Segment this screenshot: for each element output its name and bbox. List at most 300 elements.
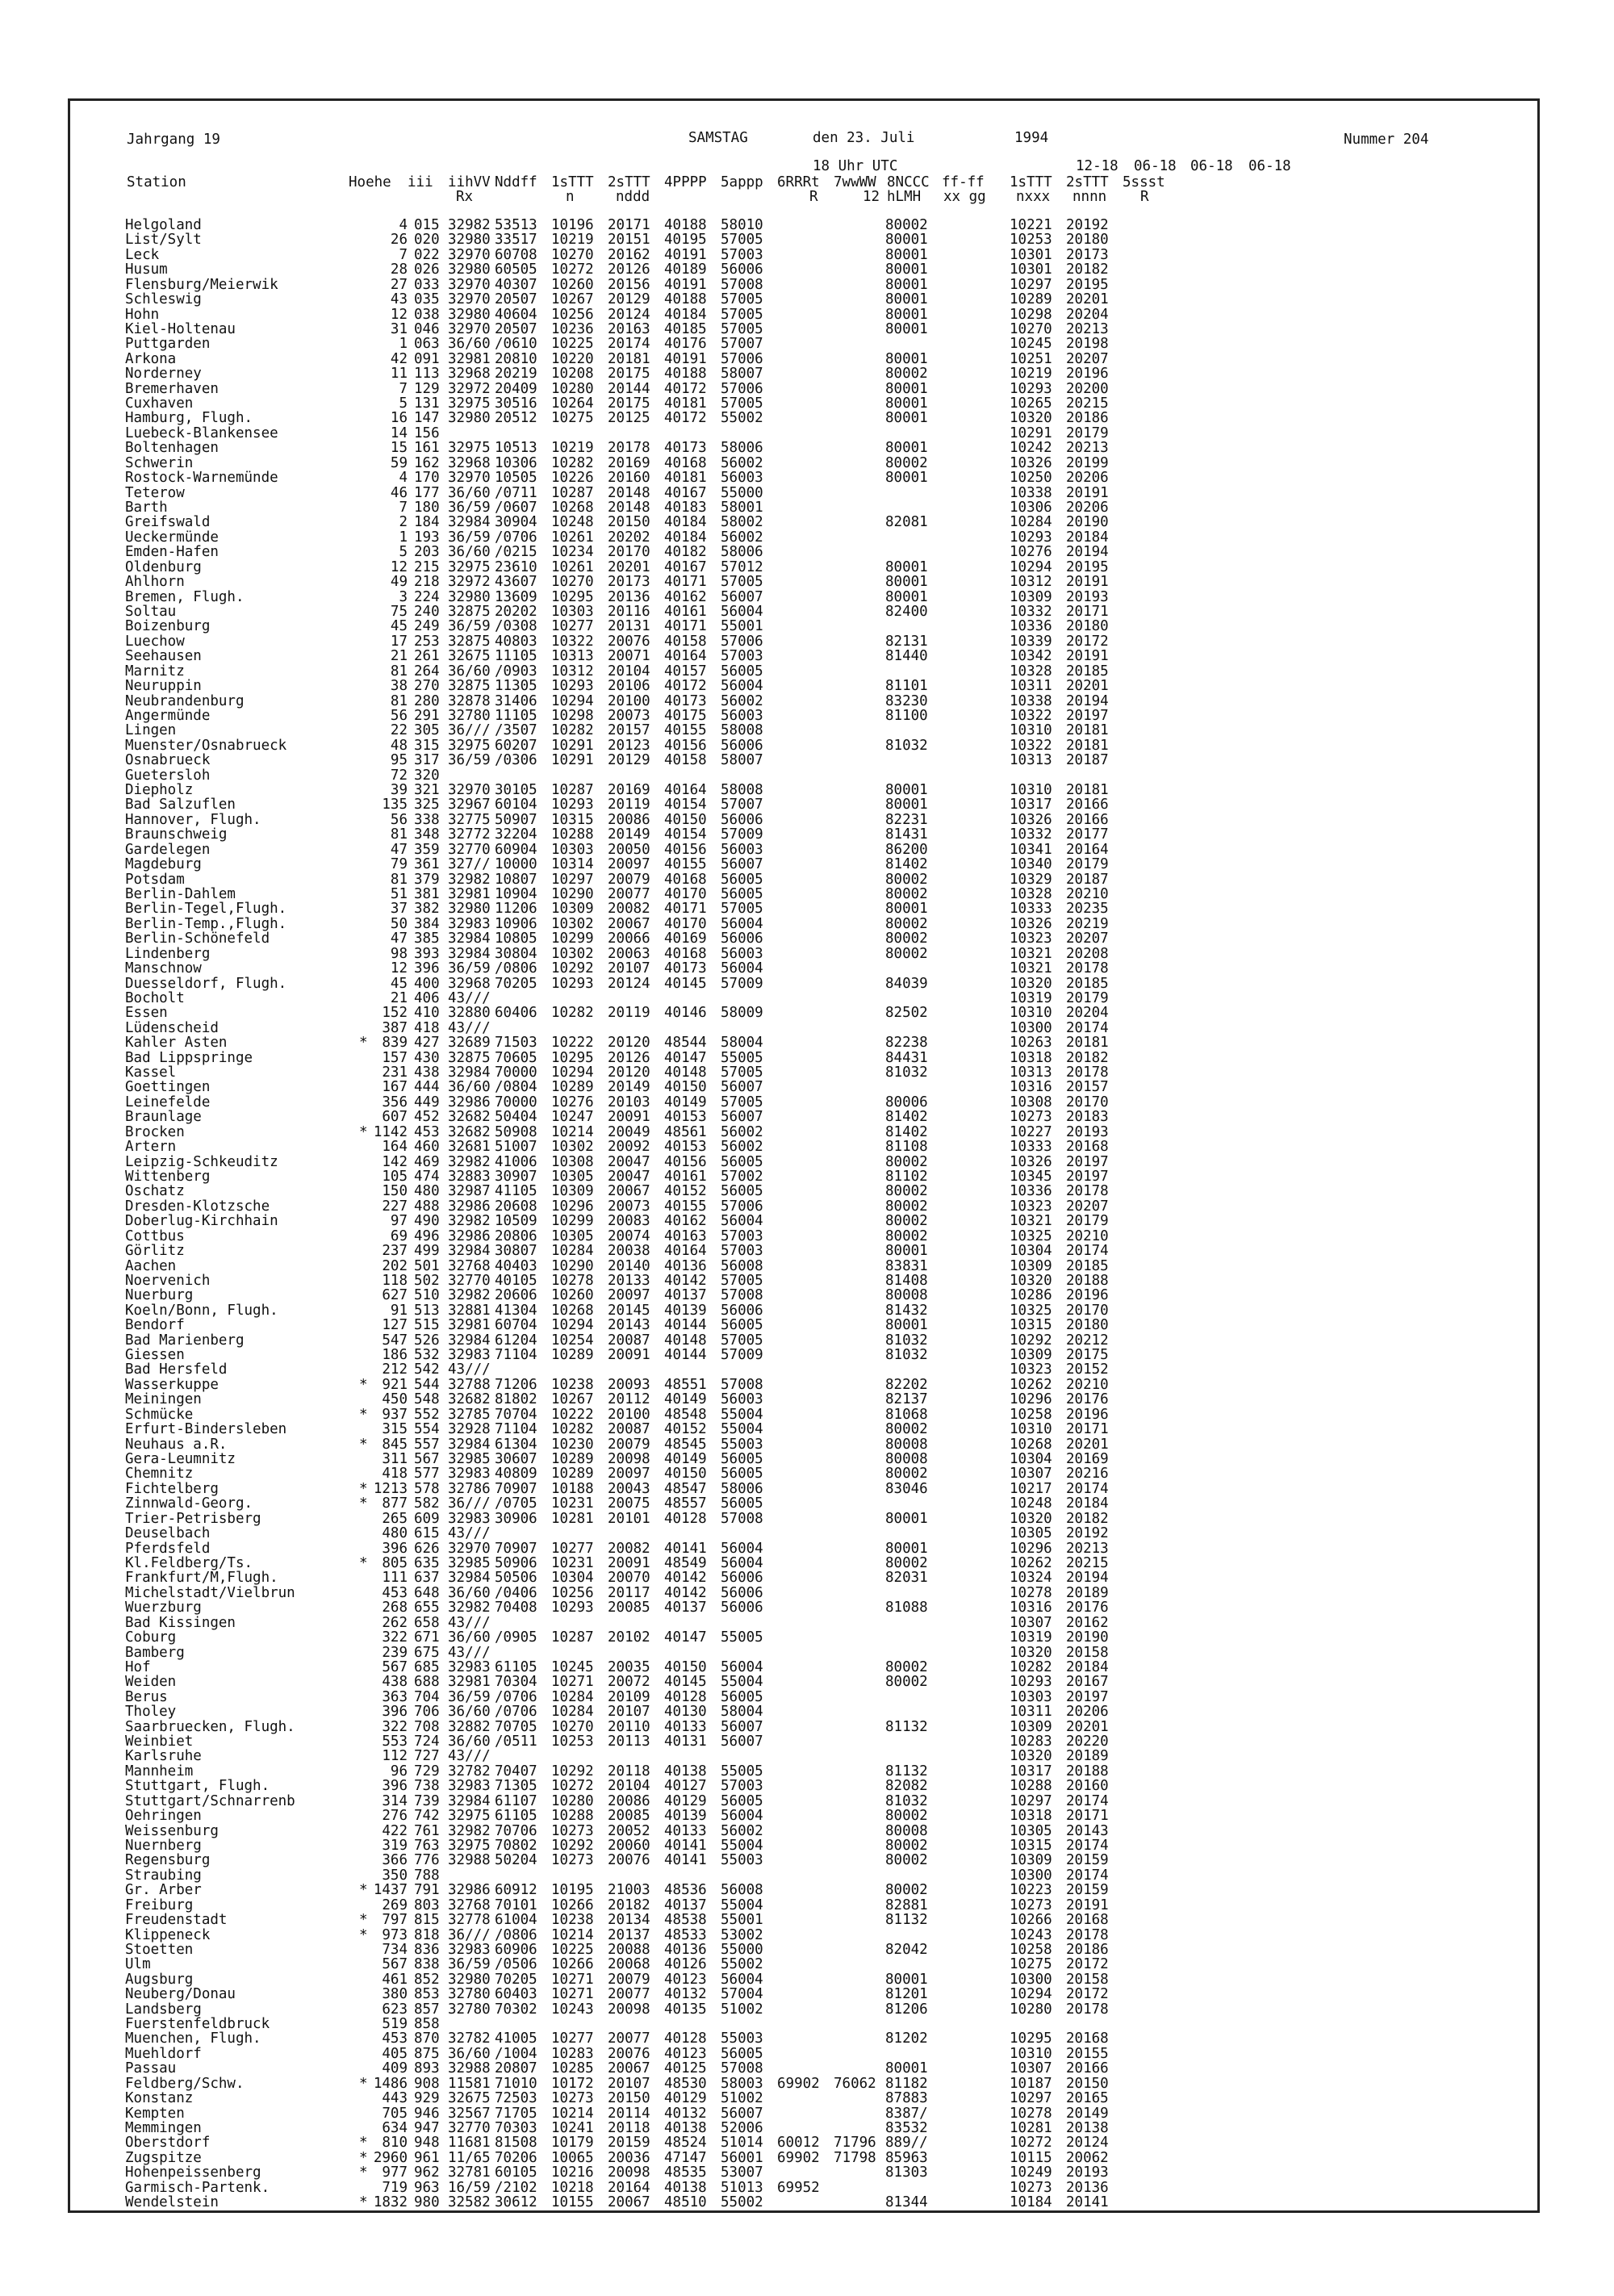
group-ihvv: 11581	[448, 2075, 491, 2092]
station-id: 427	[414, 1035, 440, 1052]
station-name: Hohenpeissenberg	[125, 2164, 261, 2181]
group-nddff: 70302	[495, 2001, 537, 2018]
group-ihvv: 32980	[448, 261, 491, 278]
group-5appp: 57005	[721, 901, 763, 918]
group-1sttt: 10287	[551, 782, 594, 799]
station-name: Bad Hersfeld	[125, 1361, 228, 1378]
group-5appp: 56002	[721, 692, 763, 709]
group-8nccc: 80001	[885, 470, 928, 487]
group-ihvv: 32987	[448, 1183, 491, 1200]
group-1sttt: 10256	[551, 1584, 594, 1601]
group-ihvv: 32980	[448, 901, 491, 918]
group-nddff: 20806	[495, 1227, 537, 1244]
group-8nccc: 84431	[885, 1049, 928, 1066]
group-18-2sttt: 20136	[1066, 2179, 1109, 2196]
station-height: 519	[382, 2016, 408, 2033]
group-nddff: 20512	[495, 410, 537, 427]
group-nddff: 41005	[495, 2030, 537, 2047]
group-18-2sttt: 20206	[1066, 500, 1109, 516]
group-18-2sttt: 20175	[1066, 1347, 1109, 1364]
group-18-1sttt: 10332	[1010, 826, 1052, 843]
group-1sttt: 10222	[551, 1406, 594, 1423]
group-8nccc: 84039	[885, 975, 928, 992]
station-name: Passau	[125, 2060, 177, 2077]
group-ihvv: 32782	[448, 1763, 491, 1780]
station-id: 929	[414, 2090, 440, 2107]
group-1sttt: 10313	[551, 648, 594, 665]
group-18-2sttt: 20216	[1066, 1466, 1109, 1483]
group-18-2sttt: 20201	[1066, 678, 1109, 695]
group-1sttt: 10270	[551, 574, 594, 591]
group-18-1sttt: 10313	[1010, 752, 1052, 769]
group-nddff: /2102	[495, 2179, 537, 2196]
station-name: Ueckermünde	[125, 529, 219, 546]
group-1sttt: 10271	[551, 1971, 594, 1988]
group-nddff: /0607	[495, 500, 537, 516]
station-height: 202	[382, 1257, 408, 1274]
station-id: 359	[414, 841, 440, 858]
group-nddff: /0406	[495, 1584, 537, 1601]
group-nddff: 81802	[495, 1391, 537, 1408]
group-ihvv: 36/59	[448, 1688, 491, 1705]
group-4pppp: 40150	[664, 1466, 707, 1483]
station-name: Flensburg/Meierwik	[125, 276, 278, 293]
group-5appp: 58003	[721, 2075, 763, 2092]
station-name: Stuttgart, Flugh.	[125, 1778, 270, 1795]
group-nddff: 70205	[495, 975, 537, 992]
group-5appp: 57005	[721, 306, 763, 323]
station-height: 231	[382, 1064, 408, 1081]
group-4pppp: 48538	[664, 1912, 707, 1929]
group-18-2sttt: 20191	[1066, 1897, 1109, 1913]
group-7wwww: 76062	[834, 2075, 876, 2092]
group-5appp: 55004	[721, 1897, 763, 1913]
station-name: Feldberg/Schw.	[125, 2075, 245, 2092]
station-name: Gr. Arber	[125, 1882, 202, 1899]
group-18-2sttt: 20201	[1066, 1718, 1109, 1735]
group-2sttt: 20151	[608, 232, 650, 249]
group-8nccc: 81402	[885, 1109, 928, 1126]
group-18-1sttt: 10184	[1010, 2194, 1052, 2211]
group-1sttt: 10267	[551, 1391, 594, 1408]
group-2sttt: 20116	[608, 603, 650, 620]
group-nddff: 11105	[495, 648, 537, 665]
group-18-2sttt: 20199	[1066, 454, 1109, 471]
group-5appp: 56005	[721, 1688, 763, 1705]
station-id: 480	[414, 1183, 440, 1200]
station-name: Weinbiet	[125, 1734, 194, 1750]
group-ihvv: 43///	[448, 1019, 491, 1036]
group-4pppp: 40158	[664, 633, 707, 650]
station-id: 542	[414, 1361, 440, 1378]
group-2sttt: 20066	[608, 931, 650, 947]
group-5appp: 57005	[721, 1332, 763, 1349]
group-1sttt: 10155	[551, 2194, 594, 2211]
group-8nccc: 80002	[885, 217, 928, 233]
station-name: Nuerburg	[125, 1287, 194, 1304]
group-nddff: 20810	[495, 350, 537, 367]
group-nddff: 30906	[495, 1510, 537, 1527]
group-18-2sttt: 20196	[1066, 1287, 1109, 1304]
group-18-2sttt: 20197	[1066, 1153, 1109, 1170]
group-4pppp: 40195	[664, 232, 707, 249]
group-2sttt: 20148	[608, 500, 650, 516]
station-id: 577	[414, 1466, 440, 1483]
group-4pppp: 40156	[664, 737, 707, 754]
group-8nccc: 889//	[885, 2135, 928, 2152]
group-18-1sttt: 10187	[1010, 2075, 1052, 2092]
group-1sttt: 10293	[551, 678, 594, 695]
group-nddff: 61105	[495, 1658, 537, 1675]
station-id: 532	[414, 1347, 440, 1364]
group-8nccc: 80002	[885, 1227, 928, 1244]
station-name: Karlsruhe	[125, 1748, 202, 1765]
group-ihvv: 36/60	[448, 1629, 491, 1646]
group-ihvv: 32881	[448, 1302, 491, 1319]
station-id: 948	[414, 2135, 440, 2152]
station-id: 490	[414, 1213, 440, 1230]
station-height: 461	[382, 1971, 408, 1988]
group-1sttt: 10276	[551, 1094, 594, 1110]
group-18-2sttt: 20196	[1066, 1406, 1109, 1423]
station-name: Goettingen	[125, 1079, 211, 1096]
station-name: Kiel-Holtenau	[125, 320, 236, 337]
station-id: 264	[414, 663, 440, 680]
station-id: 317	[414, 752, 440, 769]
group-18-2sttt: 20207	[1066, 1198, 1109, 1215]
group-nddff: /0903	[495, 663, 537, 680]
group-18-2sttt: 20062	[1066, 2149, 1109, 2166]
group-ihvv: 32984	[448, 1064, 491, 1081]
group-1sttt: 10273	[551, 1822, 594, 1839]
group-ihvv: 32983	[448, 1941, 491, 1958]
station-id: 688	[414, 1674, 440, 1691]
group-nddff: 32204	[495, 826, 537, 843]
group-18-1sttt: 10322	[1010, 737, 1052, 754]
group-5appp: 56003	[721, 470, 763, 487]
group-ihvv: 32981	[448, 1317, 491, 1334]
group-2sttt: 20097	[608, 856, 650, 873]
group-nddff: 60105	[495, 2164, 537, 2181]
group-18-1sttt: 10338	[1010, 692, 1052, 709]
station-height: 50	[390, 915, 408, 932]
group-18-2sttt: 20173	[1066, 246, 1109, 263]
station-name: Boltenhagen	[125, 440, 219, 457]
station-height: 1	[399, 529, 408, 546]
station-id: 635	[414, 1554, 440, 1571]
station-height: 105	[382, 1169, 408, 1185]
group-1sttt: 10273	[551, 1852, 594, 1869]
group-4pppp: 40181	[664, 470, 707, 487]
group-4pppp: 40149	[664, 1451, 707, 1468]
group-nddff: 40307	[495, 276, 537, 293]
station-id: 020	[414, 232, 440, 249]
group-18-1sttt: 10245	[1010, 336, 1052, 353]
group-1sttt: 10230	[551, 1436, 594, 1453]
station-height: 28	[390, 261, 408, 278]
group-ihvv: 32770	[448, 2120, 491, 2136]
group-nddff: 20507	[495, 291, 537, 308]
group-1sttt: 10218	[551, 2179, 594, 2196]
group-ihvv: 32980	[448, 410, 491, 427]
group-4pppp: 40191	[664, 350, 707, 367]
group-nddff: 53513	[495, 217, 537, 233]
station-name: Michelstadt/Vielbrun	[125, 1584, 295, 1601]
group-nddff: 60207	[495, 737, 537, 754]
station-name: Berus	[125, 1688, 168, 1705]
station-name: Wuerzburg	[125, 1600, 202, 1616]
group-nddff: 31406	[495, 692, 537, 709]
group-nddff: /0610	[495, 336, 537, 353]
col-hlmh: hLMH	[887, 189, 922, 205]
group-2sttt: 20163	[608, 320, 650, 337]
group-nddff: /0306	[495, 752, 537, 769]
group-4pppp: 40156	[664, 841, 707, 858]
station-height: 38	[390, 678, 408, 695]
station-name: Ulm	[125, 1956, 151, 1973]
group-8nccc: 81032	[885, 1332, 928, 1349]
station-name: Braunschweig	[125, 826, 228, 843]
station-id: 738	[414, 1778, 440, 1795]
group-5appp: 56005	[721, 1317, 763, 1334]
group-1sttt: 10289	[551, 1347, 594, 1364]
station-height: 719	[382, 2179, 408, 2196]
group-nddff: 70000	[495, 1064, 537, 1081]
group-18-1sttt: 10301	[1010, 261, 1052, 278]
group-8nccc: 80001	[885, 797, 928, 813]
group-nddff: 10505	[495, 470, 537, 487]
group-4pppp: 40184	[664, 306, 707, 323]
group-8nccc: 82081	[885, 514, 928, 531]
group-2sttt: 20156	[608, 276, 650, 293]
group-18-1sttt: 10325	[1010, 1302, 1052, 1319]
group-18-1sttt: 10307	[1010, 2060, 1052, 2077]
group-8nccc: 80002	[885, 1674, 928, 1691]
group-4pppp: 40184	[664, 529, 707, 546]
station-height: 15	[390, 440, 408, 457]
group-1sttt: 10283	[551, 2045, 594, 2062]
group-5appp: 58001	[721, 500, 763, 516]
group-2sttt: 20085	[608, 1808, 650, 1825]
group-4pppp: 40128	[664, 1688, 707, 1705]
group-18-1sttt: 10307	[1010, 1466, 1052, 1483]
station-name: Bad Marienberg	[125, 1332, 245, 1349]
group-5appp: 57005	[721, 395, 763, 412]
group-nddff: /3507	[495, 722, 537, 739]
mountain-marker: *	[359, 1123, 368, 1140]
station-id: 400	[414, 975, 440, 992]
group-ihvv: 32682	[448, 1391, 491, 1408]
station-id: 184	[414, 514, 440, 531]
group-5appp: 56002	[721, 529, 763, 546]
group-nddff: 61105	[495, 1808, 537, 1825]
group-18-2sttt: 20201	[1066, 1436, 1109, 1453]
group-2sttt: 20038	[608, 1243, 650, 1260]
group-8nccc: 80001	[885, 410, 928, 427]
group-ihvv: 32875	[448, 633, 491, 650]
group-4pppp: 40142	[664, 1570, 707, 1587]
group-1sttt: 10266	[551, 1897, 594, 1913]
station-id: 552	[414, 1406, 440, 1423]
group-ihvv: 36/60	[448, 1704, 491, 1721]
group-5appp: 58007	[721, 752, 763, 769]
group-1sttt: 10278	[551, 1272, 594, 1289]
group-8nccc: 81132	[885, 1763, 928, 1780]
station-name: Luebeck-Blankensee	[125, 424, 278, 441]
group-18-1sttt: 10311	[1010, 1704, 1052, 1721]
group-18-2sttt: 20174	[1066, 1019, 1109, 1036]
group-1sttt: 10216	[551, 2164, 594, 2181]
station-id: 893	[414, 2060, 440, 2077]
group-18-1sttt: 10324	[1010, 1570, 1052, 1587]
group-5appp: 58006	[721, 440, 763, 457]
group-nddff: 40604	[495, 306, 537, 323]
station-name: Wasserkuppe	[125, 1376, 219, 1393]
group-18-2sttt: 20185	[1066, 975, 1109, 992]
group-4pppp: 40171	[664, 618, 707, 635]
group-ihvv: 32988	[448, 1852, 491, 1869]
group-18-1sttt: 10223	[1010, 1882, 1052, 1899]
station-height: 7	[399, 500, 408, 516]
group-18-1sttt: 10268	[1010, 1436, 1052, 1453]
station-height: 81	[390, 871, 408, 888]
group-2sttt: 20050	[608, 841, 650, 858]
group-2sttt: 20088	[608, 1941, 650, 1958]
group-1sttt: 10280	[551, 380, 594, 397]
station-height: 16	[390, 410, 408, 427]
group-18-1sttt: 10317	[1010, 797, 1052, 813]
group-2sttt: 20129	[608, 291, 650, 308]
group-18-1sttt: 10282	[1010, 1658, 1052, 1675]
group-8nccc: 80001	[885, 276, 928, 293]
station-id: 858	[414, 2016, 440, 2033]
station-name: Diepholz	[125, 782, 194, 799]
group-8nccc: 81032	[885, 737, 928, 754]
group-ihvv: 32988	[448, 2060, 491, 2077]
group-8nccc: 80001	[885, 440, 928, 457]
col-nxxx: nxxx	[1016, 189, 1051, 205]
group-4pppp: 40181	[664, 395, 707, 412]
group-4pppp: 48548	[664, 1406, 707, 1423]
station-height: 37	[390, 901, 408, 918]
group-nddff: 20807	[495, 2060, 537, 2077]
group-18-1sttt: 10310	[1010, 2045, 1052, 2062]
station-name: Artern	[125, 1139, 177, 1156]
group-18-2sttt: 20215	[1066, 1554, 1109, 1571]
group-4pppp: 40129	[664, 1792, 707, 1809]
col-hoehe: Hoehe	[349, 174, 391, 190]
group-18-2sttt: 20158	[1066, 1971, 1109, 1988]
group-4pppp: 40157	[664, 663, 707, 680]
group-nddff: 60906	[495, 1941, 537, 1958]
group-nddff: 61107	[495, 1792, 537, 1809]
group-5appp: 58010	[721, 217, 763, 233]
group-18-1sttt: 10305	[1010, 1525, 1052, 1542]
group-8nccc: 80001	[885, 395, 928, 412]
group-8nccc: 80001	[885, 1971, 928, 1988]
group-18-1sttt: 10258	[1010, 1941, 1052, 1958]
group-18-2sttt: 20197	[1066, 707, 1109, 724]
group-18-2sttt: 20124	[1066, 2135, 1109, 2152]
group-2sttt: 20113	[608, 1734, 650, 1750]
group-ihvv: 36/59	[448, 752, 491, 769]
group-4pppp: 40185	[664, 320, 707, 337]
group-4pppp: 40173	[664, 960, 707, 977]
station-height: 21	[390, 989, 408, 1006]
col-r: R	[809, 189, 818, 205]
station-id: 626	[414, 1540, 440, 1557]
group-5appp: 57003	[721, 648, 763, 665]
group-nddff: 30904	[495, 514, 537, 531]
group-2sttt: 20102	[608, 1629, 650, 1646]
station-name: Magdeburg	[125, 856, 202, 873]
group-4pppp: 40154	[664, 826, 707, 843]
group-18-1sttt: 10243	[1010, 1926, 1052, 1943]
station-id: 180	[414, 500, 440, 516]
group-1sttt: 10280	[551, 1792, 594, 1809]
group-2sttt: 20170	[608, 544, 650, 561]
station-id: 177	[414, 484, 440, 501]
group-5appp: 56002	[721, 1123, 763, 1140]
group-4pppp: 48549	[664, 1554, 707, 1571]
station-id: 270	[414, 678, 440, 695]
group-18-2sttt: 20180	[1066, 618, 1109, 635]
group-18-2sttt: 20181	[1066, 722, 1109, 739]
group-8nccc: 80001	[885, 320, 928, 337]
group-ihvv: 32984	[448, 931, 491, 947]
group-2sttt: 20119	[608, 1005, 650, 1022]
station-id: 338	[414, 811, 440, 828]
group-ihvv: 32985	[448, 1451, 491, 1468]
group-8nccc: 80002	[885, 915, 928, 932]
group-18-1sttt: 10323	[1010, 1361, 1052, 1378]
group-18-1sttt: 10293	[1010, 529, 1052, 546]
group-5appp: 55002	[721, 2194, 763, 2211]
group-7wwww: 71796	[834, 2135, 876, 2152]
group-ihvv: 16/59	[448, 2179, 491, 2196]
group-nddff: 60912	[495, 1882, 537, 1899]
group-18-1sttt: 10309	[1010, 1347, 1052, 1364]
group-2sttt: 20087	[608, 1332, 650, 1349]
station-height: 366	[382, 1852, 408, 1869]
group-2sttt: 20098	[608, 1451, 650, 1468]
station-id: 776	[414, 1852, 440, 1869]
group-8nccc: 81408	[885, 1272, 928, 1289]
group-18-1sttt: 10312	[1010, 574, 1052, 591]
station-height: 43	[390, 291, 408, 308]
station-id: 218	[414, 574, 440, 591]
group-5appp: 57008	[721, 1376, 763, 1393]
group-ihvv: 32975	[448, 558, 491, 575]
group-nddff: /1004	[495, 2045, 537, 2062]
group-5appp: 56005	[721, 871, 763, 888]
group-18-2sttt: 20213	[1066, 1540, 1109, 1557]
group-4pppp: 40136	[664, 1941, 707, 1958]
station-id: 033	[414, 276, 440, 293]
group-5appp: 57006	[721, 1198, 763, 1215]
group-18-2sttt: 20138	[1066, 2120, 1109, 2136]
group-18-2sttt: 20178	[1066, 960, 1109, 977]
group-18-1sttt: 10294	[1010, 1986, 1052, 2003]
group-nddff: 10000	[495, 856, 537, 873]
group-4pppp: 40161	[664, 1169, 707, 1185]
group-5appp: 57005	[721, 320, 763, 337]
station-name: Gardelegen	[125, 841, 211, 858]
station-id: 980	[414, 2194, 440, 2211]
station-height: 1	[399, 336, 408, 353]
station-id: 818	[414, 1926, 440, 1943]
group-1sttt: 10281	[551, 1510, 594, 1527]
